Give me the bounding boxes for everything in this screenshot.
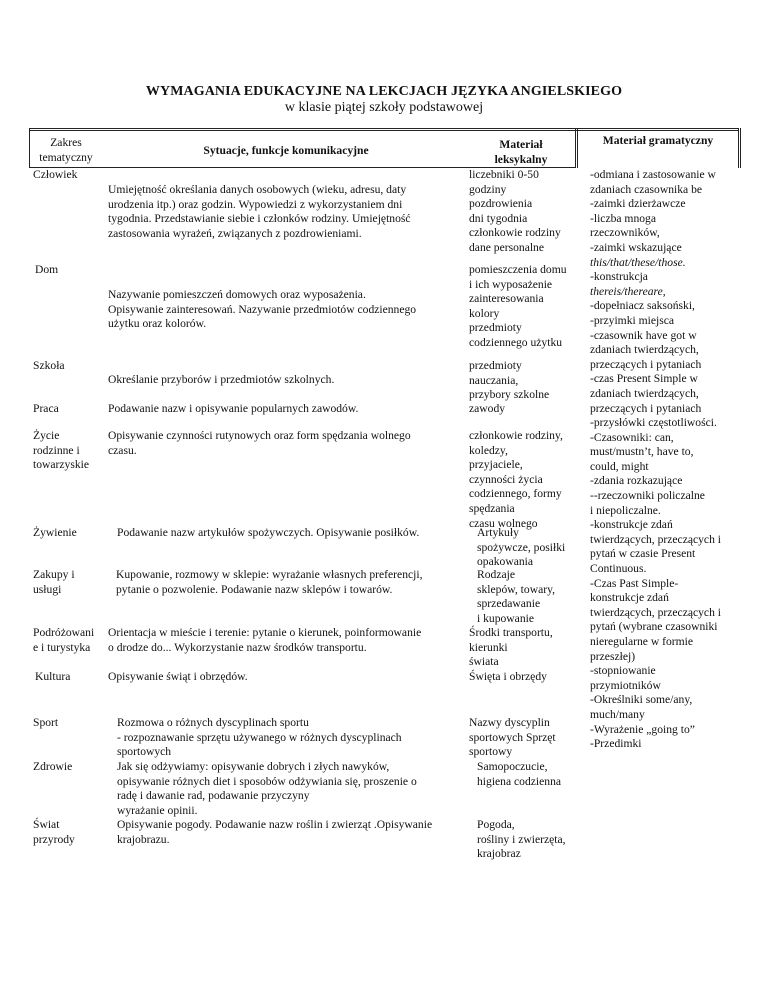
lexical-zycie: członkowie rodziny, koledzy, przyjaciele, czynności życia codziennego, formy spędzania czasu wolnego [469, 429, 563, 530]
topic-zywienie: Żywienie [33, 526, 77, 539]
situations-zakupy: Kupowanie, rozmowy w sklepie: wyrażanie własnych preferencji, pytanie o pozwolenie. Podawanie nazw sklepów i towarów. [116, 568, 423, 596]
header-sytuacje: Sytuacje, funkcje komunikacyjne [203, 144, 369, 157]
lexical-zywienie: Artykuły spożywcze, posiłki opakowania [477, 526, 566, 569]
lexical-swiat: Pogoda, rośliny i zwierzęta, krajobraz [477, 818, 566, 861]
topic-zakupy: Zakupy i usługi [33, 568, 75, 596]
lexical-zdrowie: Samopoczucie, higiena codzienna [477, 760, 562, 788]
lexical-czlowiek: liczebniki 0-50 godziny pozdrowienia dni tygodnia członkowie rodziny dane personalne [469, 168, 561, 254]
topic-swiat: Świat przyrody [33, 818, 75, 846]
lexical-praca: zawody [469, 402, 506, 415]
topic-szkola: Szkoła [33, 359, 65, 372]
header-zakres: Zakres tematyczny [39, 136, 93, 164]
topic-kultura: Kultura [35, 670, 71, 683]
situations-zdrowie: Jak się odżywiamy: opisywanie dobrych i złych nawyków, opisywanie różnych diet i sposobów odżywiania się, proszenie o radę i dawanie rad, podawanie przyczyny wyrażanie opinii. [117, 760, 417, 817]
situations-podrozowanie: Orientacja w mieście i terenie: pytanie o kierunek, poinformowanie o drodze do... Wykorzystanie nazw środków transportu. [108, 626, 422, 654]
page-subtitle: w klasie piątej szkoły podstawowej [284, 100, 484, 115]
topic-podrozowanie: Podróżowani e i turystyka [33, 626, 95, 654]
situations-praca: Podawanie nazw i opisywanie popularnych zawodów. [108, 402, 359, 415]
page-title: WYMAGANIA EDUKACYJNE NA LEKCJACH JĘZYKA ANGIELSKIEGO [145, 84, 623, 99]
lexical-dom: pomieszczenia domu i ich wyposażenie zainteresowania kolory przedmioty codziennego użytku [469, 263, 567, 349]
topic-zdrowie: Zdrowie [33, 760, 73, 773]
lexical-sport: Nazwy dyscyplin sportowych Sprzęt sportowy [469, 716, 556, 759]
topic-sport: Sport [33, 716, 59, 729]
situations-dom: Nazywanie pomieszczeń domowych oraz wyposażenia. Opisywanie zainteresowań. Nazywanie przedmiotów codziennego użytku oraz kolorów. [108, 288, 417, 331]
situations-zywienie: Podawanie nazw artykułów spożywczych. Opisywanie posiłków. [117, 526, 420, 539]
header-material-leksykalny: Materiał leksykalny [494, 138, 548, 166]
topic-zycie: Życie rodzinne i towarzyskie [33, 429, 90, 472]
topic-praca: Praca [33, 402, 59, 415]
header-material-gramatyczny: Materiał gramatyczny [602, 134, 714, 147]
situations-czlowiek: Umiejętność określania danych osobowych (wieku, adresu, daty urodzenia itp.) oraz godzin. Wypowiedzi z wykorzystaniem dni tygodnia. Przedstawianie siebie i członków rodziny. Umiejętność zastosowania wyrażeń, związanych z pozdrowieniami. [108, 183, 411, 240]
situations-kultura: Opisywanie świąt i obrzędów. [108, 670, 248, 683]
topic-czlowiek: Człowiek [33, 168, 78, 181]
situations-sport: Rozmowa o różnych dyscyplinach sportu - rozpoznawanie sprzętu używanego w różnych dyscyplinach sportowych [117, 716, 402, 759]
situations-szkola: Określanie przyborów i przedmiotów szkolnych. [108, 373, 335, 386]
situations-swiat: Opisywanie pogody. Podawanie nazw roślin i zwierząt .Opisywanie krajobrazu. [117, 818, 433, 846]
lexical-kultura: Święta i obrzędy [469, 670, 547, 683]
lexical-zakupy: Rodzaje sklepów, towary, sprzedawanie i kupowanie [477, 568, 556, 625]
situations-zycie: Opisywanie czynności rutynowych oraz form spędzania wolnego czasu. [108, 429, 411, 457]
lexical-podrozowanie: Środki transportu, kierunki świata [469, 626, 553, 669]
lexical-szkola: przedmioty nauczania, przybory szkolne [469, 359, 550, 402]
grammar-list: -odmiana i zastosowanie w zdaniach czasownika be -zaimki dzierżawcze -liczba mnoga rzeczowników, -zaimki wskazujące this/that/these/those. -konstrukcja thereis/thereare, -dopełniacz saksoński, -przyimki miejsca -czasownik have got w zdaniach twierdzących, przeczących i pytaniach -czas Present Simple w zdaniach twierdzących, przeczących i pytaniach -przysłówki częstotliwości. -Czasowniki: can, must/mustn’t, have to, could, might -zdania rozkazujące --rzeczowniki policzalne i niepoliczalne. -konstrukcje zdań twierdzących, przeczących i pytań w czasie Present Continuous. -Czas Past Simple- konstrukcje zdań twierdzących, przeczących i pytań (wybrane czasowniki nieregularne w formie przeszłej) -stopniowanie przymiotników -Określniki some/any, much/many -Wyrażenie „going to” -Przedimki [590, 168, 721, 751]
topic-dom: Dom [35, 263, 59, 276]
